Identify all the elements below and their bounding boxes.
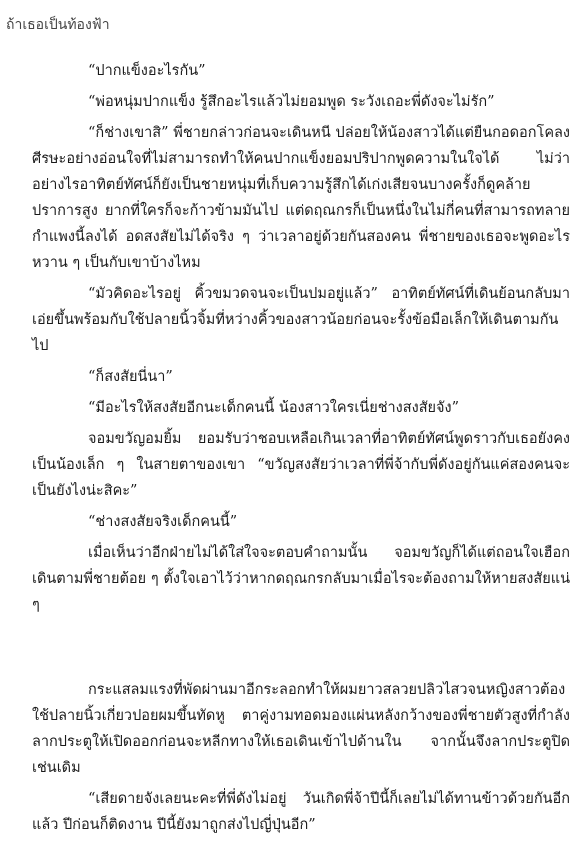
paragraph: กระแสลมแรงที่พัดผ่านมาอีกระลอกทำให้ผมยาวสลวยปลิวไสวจนหญิงสาวต้องใช้ปลายนิ้วเกี่ยวปอยผมขึ้นทัดหู ตาคู่งามทอดมองแผ่นหลังกว้างของพี่ชายตัวสูงที่กำลังลากประตูให้เปิดออกก่อนจะหลีกทางให้เธอเดินเข้าไปด้านใน จากนั้นจึงลากประตูปิดเช่นเดิม <box>32 682 570 776</box>
paragraph: “เสียดายจังเลยนะคะที่พี่ดังไม่อยู่ วันเกิดพี่จ้าปีนี้ก็เลยไม่ได้ทานข้าวด้วยกันอีกแล้ว ปีก่อนก็ติดงาน ปีนี้ยังมาถูกส่งไปญี่ปุ่นอีก” <box>32 791 570 833</box>
paragraph: “มีอะไรให้สงสัยอีกนะเด็กคนนี้ น้องสาวใครเนี่ยช่างสงสัยจัง” <box>88 400 460 416</box>
paragraph: “มัวคิดอะไรอยู่ คิ้วขมวดจนจะเป็นปมอยู่แล้ว” อาทิตย์ทัศน์ที่เดินย้อนกลับมาเอ่ยขึ้นพร้อมกับใช้ปลายนิ้วจิ้มที่หว่างคิ้วของสาวน้อยก่อนจะรั้งข้อมือเล็กให้เดินตามกันไป <box>32 286 570 354</box>
paragraph: จอมขวัญอมยิ้ม ยอมรับว่าชอบเหลือเกินเวลาที่อาทิตย์ทัศน์พูดราวกับเธอยังคงเป็นน้องเล็ก ๆ ในสายตาของเขา “ขวัญสงสัยว่าเวลาที่พี่จ้ากับพี่ดังอยู่กันแค่สองคนจะเป็นยังไงน่ะสิคะ” <box>32 431 570 499</box>
paragraph: “ก็ช่างเขาสิ” พี่ชายกล่าวก่อนจะเดินหนี ปล่อยให้น้องสาวได้แต่ยืนกอดอกโคลงศีรษะอย่างอ่อนใจที่ไม่สามารถทำให้คนปากแข็งยอมปริปากพูดความในใจได้ ไม่ว่าอย่างไรอาทิตย์ทัศน์ก็ยังเป็นชายหนุ่มที่เก็บความรู้สึกได้เก่งเสียจนบางครั้งก็ดูคล้ายปราการสูง ยากที่ใครก็จะก้าวข้ามมันไป แต่ดฤณกรก็เป็นหนึ่งในไม่กี่คนที่สามารถทลายกำแพงนี้ลงได้ อดสงสัยไม่ได้จริง ๆ ว่าเวลาอยู่ด้วยกันสองคน พี่ชายของเธอจะพูดอะไรหวาน ๆ เป็นกับเขาบ้างไหม <box>32 125 570 271</box>
story-text <box>32 58 570 843</box>
paragraph: “ปากแข็งอะไรกัน” <box>88 63 206 79</box>
paragraph: เมื่อเห็นว่าอีกฝ่ายไม่ได้ใส่ใจจะตอบคำถามนั้น จอมขวัญก็ได้แต่ถอนใจเฮือกเดินตามพี่ชายต้อย ๆ ตั้งใจเอาไว้ว่าหากดฤณกรกลับมาเมื่อไรจะต้องถามให้หายสงสัยแน่ ๆ <box>32 545 570 613</box>
paragraph: “พ่อหนุ่มปากแข็ง รู้สึกอะไรแล้วไม่ยอมพูด ระวังเถอะพี่ดังจะไม่รัก” <box>88 94 495 110</box>
paragraph: “ก็สงสัยนี่นา” <box>88 369 173 385</box>
paragraph: “ช่างสงสัยจริงเด็กคนนี้” <box>88 514 238 530</box>
book-title-header: ถ้าเธอเป็นท้องฟ้า <box>6 17 110 33</box>
section-break <box>32 623 570 677</box>
